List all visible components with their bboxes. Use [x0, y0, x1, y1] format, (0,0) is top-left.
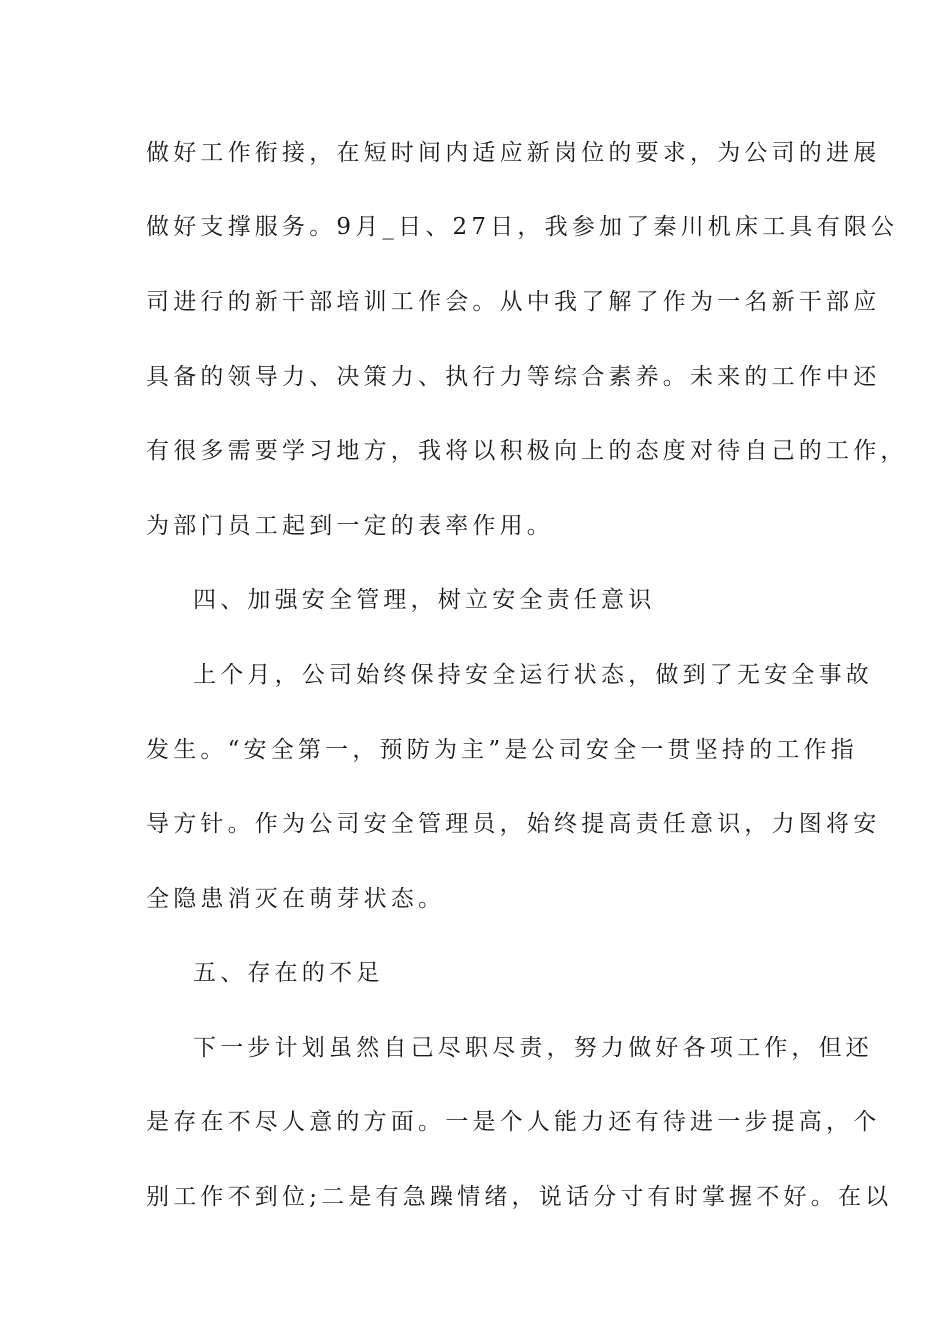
- paragraph-line: 具备的领导力、决策力、执行力等综合素养。未来的工作中还: [146, 364, 881, 390]
- paragraph-line: 做好工作衔接，在短时间内适应新岗位的要求，为公司的进展: [146, 140, 881, 166]
- paragraph-line: 全隐患消灭在萌芽状态。: [146, 886, 446, 912]
- paragraph-line: 发生。“安全第一，预防为主”是公司安全一贯坚持的工作指: [146, 737, 858, 763]
- paragraph-line: 上个月，公司始终保持安全运行状态，做到了无安全事故: [193, 662, 873, 688]
- paragraph-line: 是存在不尽人意的方面。一是个人能力还有待进一步提高，个: [146, 1109, 881, 1135]
- paragraph-line: 别工作不到位;二是有急躁情绪，说话分寸有时掌握不好。在以: [146, 1184, 893, 1210]
- paragraph-line: 导方针。作为公司安全管理员，始终提高责任意识，力图将安: [146, 811, 881, 837]
- section-heading-five: 五、存在的不足: [193, 960, 384, 986]
- paragraph-line: 有很多需要学习地方，我将以积极向上的态度对待自己的工作，: [146, 438, 908, 464]
- paragraph-line: 司进行的新干部培训工作会。从中我了解了作为一名新干部应: [146, 289, 881, 315]
- section-heading-four: 四、加强安全管理，树立安全责任意识: [193, 587, 656, 613]
- paragraph-line: 为部门员工起到一定的表率作用。: [146, 513, 554, 539]
- paragraph-line: 做好支撑服务。9月_日、27日，我参加了秦川机床工具有限公: [146, 214, 899, 240]
- paragraph-line: 下一步计划虽然自己尽职尽责，努力做好各项工作，但还: [193, 1035, 873, 1061]
